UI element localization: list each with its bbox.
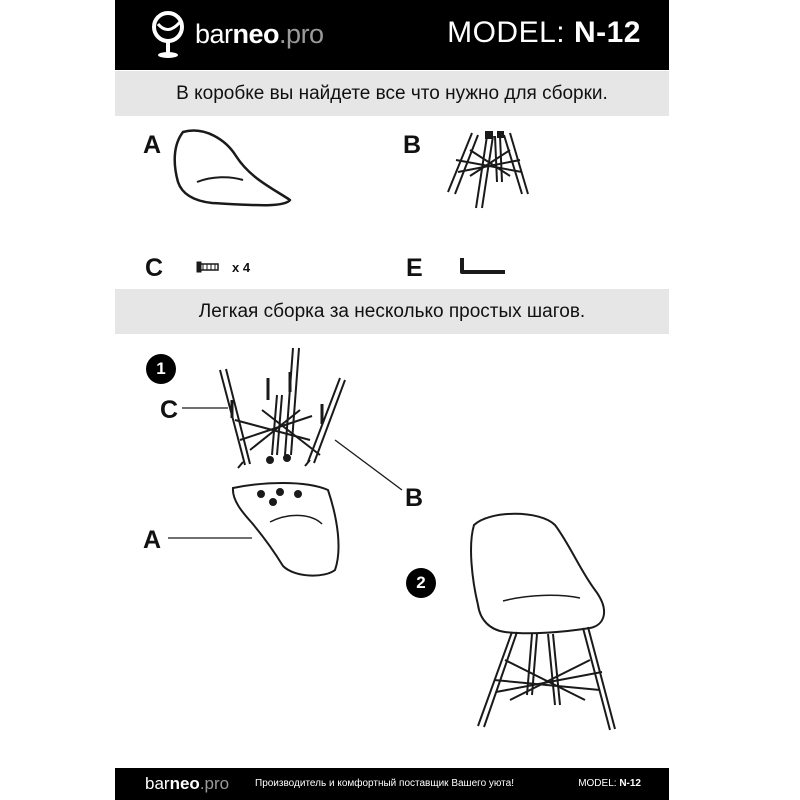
step2-assembled-chair — [471, 514, 615, 730]
step1-callout-leaders — [168, 408, 402, 538]
step1-seat-shell — [233, 483, 339, 576]
header-bar — [115, 0, 669, 70]
step-1-badge: 1 — [146, 354, 176, 384]
step-2-badge: 2 — [406, 568, 436, 598]
callout-c-label: C — [160, 396, 179, 424]
part-b-leg-frame — [448, 132, 528, 208]
part-c-label: C — [145, 254, 164, 282]
chair-logo-icon — [148, 10, 188, 60]
part-a-seat-shell — [175, 131, 290, 206]
brand-part-pro: .pro — [279, 19, 324, 49]
footer-model-label: MODEL: — [578, 778, 617, 789]
part-b-label: B — [403, 131, 422, 159]
footer-bar — [115, 768, 669, 800]
model-title — [447, 16, 641, 50]
footer-tagline: Производитель и комфортный поставщик Вашего уюта! — [255, 778, 514, 789]
contents-banner: В коробке вы найдете все что нужно для сборки. — [115, 71, 669, 116]
part-e-label: E — [406, 254, 423, 282]
part-e-allen-key — [462, 258, 505, 272]
step1-leg-frame — [220, 348, 345, 468]
footer-brand-part-bar: bar — [145, 774, 170, 793]
footer-brand-logo — [145, 774, 229, 794]
footer-brand-part-pro: .pro — [199, 774, 230, 793]
footer-brand-part-neo: neo — [169, 774, 200, 793]
brand-logo — [195, 19, 324, 50]
part-a-label: A — [143, 131, 162, 159]
model-number: N-12 — [573, 16, 641, 49]
callout-a-label: A — [143, 526, 162, 554]
footer-model — [578, 778, 641, 789]
part-c-quantity: x 4 — [232, 260, 251, 275]
callout-b-label: B — [405, 484, 424, 512]
footer-model-number: N-12 — [619, 778, 641, 789]
model-label: MODEL: — [447, 16, 566, 49]
part-c-screw — [197, 262, 218, 272]
brand-part-bar: bar — [195, 19, 233, 49]
steps-banner: Легкая сборка за несколько простых шагов. — [115, 289, 669, 334]
brand-part-neo: neo — [232, 19, 280, 49]
